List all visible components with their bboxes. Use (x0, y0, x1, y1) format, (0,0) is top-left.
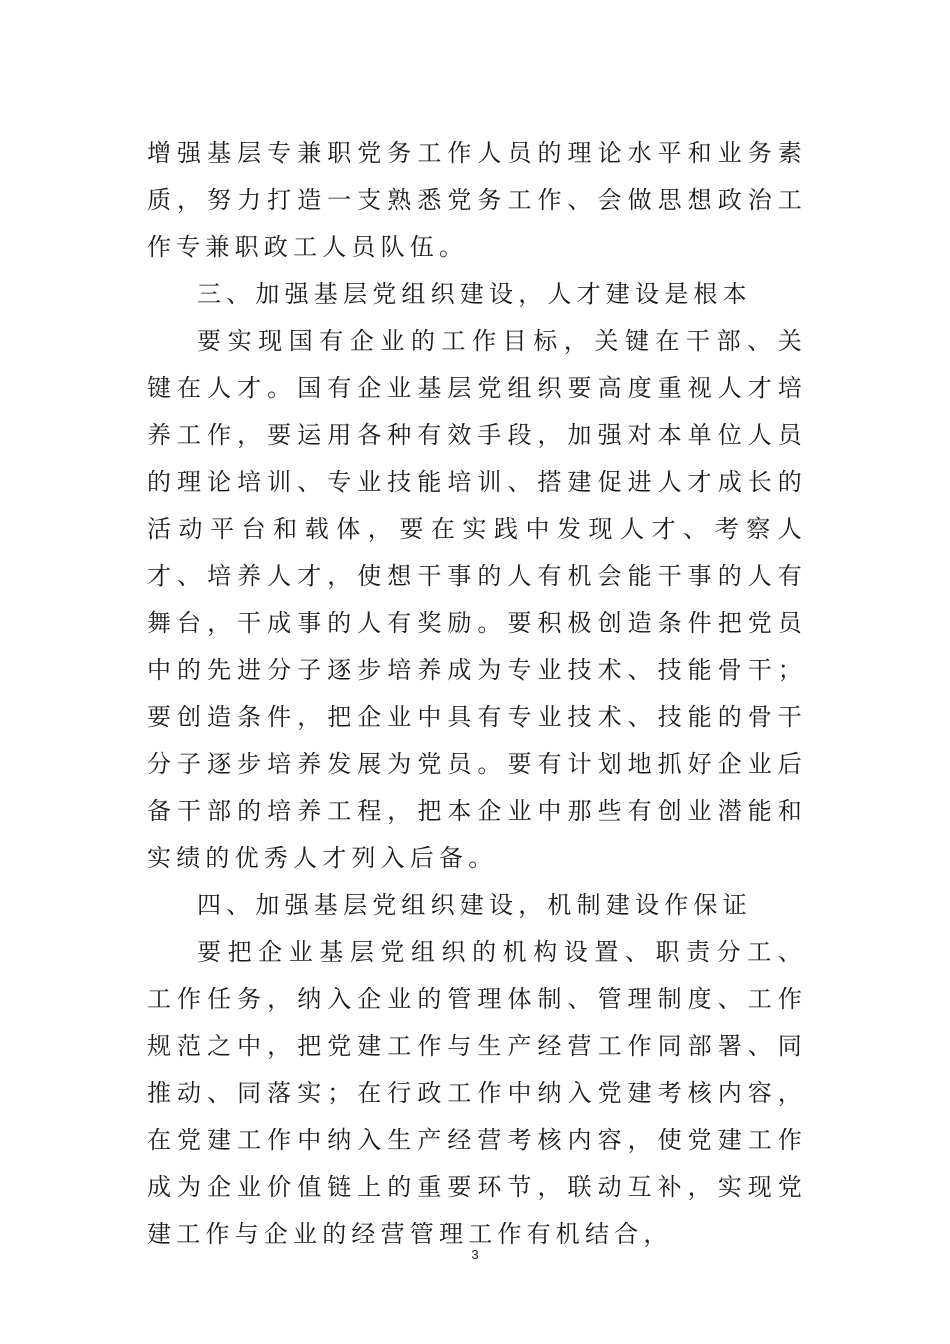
paragraph-mechanism-building: 要把企业基层党组织的机构设置、职责分工、工作任务，纳入企业的管理体制、管理制度、工作规范之中，把党建工作与生产经营工作同部署、同推动、同落实；在行政工作中纳入党建考核内容，在党建工作中纳入生产经营考核内容，使党建工作成为企业价值链上的重要环节，联动互补，实现党建工作与企业的经营管理工作有机结合， (147, 938, 807, 1248)
page-number: 3 (471, 1247, 479, 1262)
document-body (147, 130, 807, 1258)
section-heading-four: 四、加强基层党组织建设，机制建设作保证 (197, 891, 752, 919)
section-heading-three: 三、加强基层党组织建设，人才建设是根本 (197, 280, 752, 308)
paragraph-continued: 增强基层专兼职党务工作人员的理论水平和业务素质，努力打造一支熟悉党务工作、会做思想政治工作专兼职政工人员队伍。 (147, 139, 807, 261)
paragraph-talent-building: 要实现国有企业的工作目标，关键在干部、关键在人才。国有企业基层党组织要高度重视人才培养工作，要运用各种有效手段，加强对本单位人员的理论培训、专业技能培训、搭建促进人才成长的活动平台和载体，要在实践中发现人才、考察人才、培养人才，使想干事的人有机会能干事的人有舞台，干成事的人有奖励。要积极创造条件把党员中的先进分子逐步培养成为专业技术、技能骨干；要创造条件，把企业中具有专业技术、技能的骨干分子逐步培养发展为党员。要有计划地抓好企业后备干部的培养工程，把本企业中那些有创业潜能和实绩的优秀人才列入后备。 (147, 327, 807, 872)
